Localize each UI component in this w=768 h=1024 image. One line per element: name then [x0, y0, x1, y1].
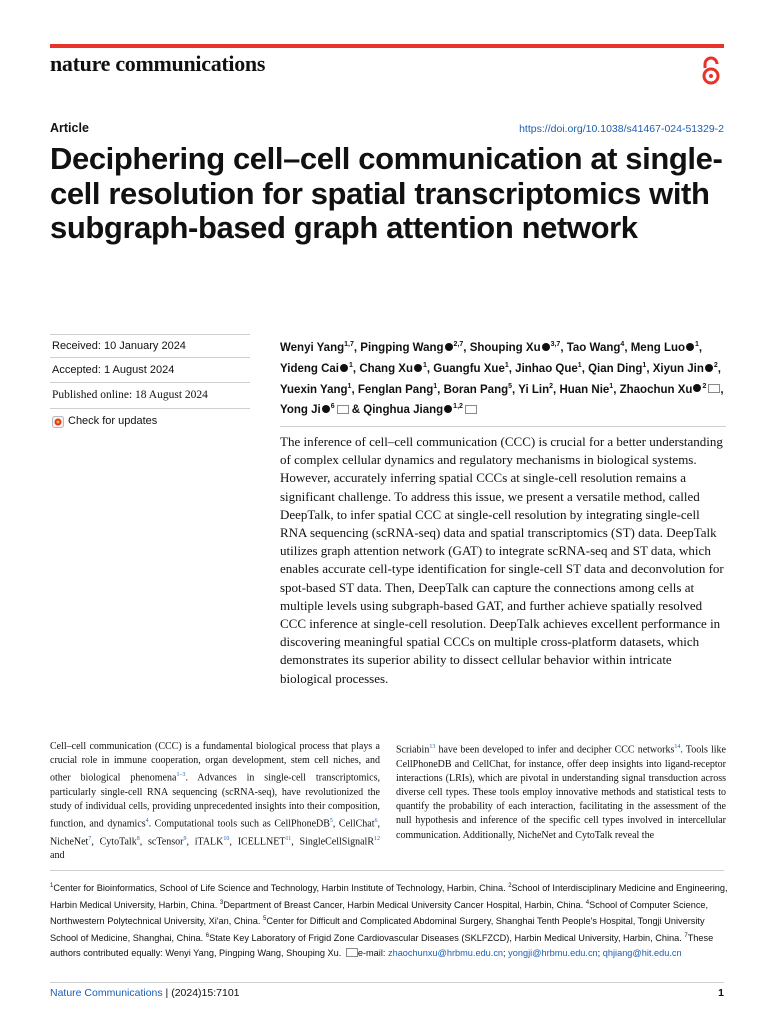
page-number: 1	[718, 987, 724, 999]
author-affiliation-ref: 1	[349, 361, 353, 369]
mail-icon[interactable]	[708, 384, 720, 393]
citation-ref[interactable]: 9	[183, 835, 187, 842]
accepted-date: Accepted: 1 August 2024	[52, 364, 175, 376]
author-name[interactable]: Chang Xu	[359, 362, 413, 375]
author-affiliation-ref: 1	[609, 382, 614, 390]
orcid-icon[interactable]	[693, 384, 701, 392]
author-affiliation-ref: 1	[642, 361, 647, 369]
article-type-label: Article	[50, 121, 89, 135]
affiliation-number: 6	[205, 932, 210, 939]
affiliation-text: Center for Bioinformatics, School of Life Science and Technology, Harbin Institute of Technology, Harbin, China.	[53, 883, 509, 894]
orcid-icon[interactable]	[414, 364, 422, 372]
citation-ref[interactable]: 7	[88, 835, 92, 842]
orcid-icon[interactable]	[445, 343, 453, 351]
open-access-icon[interactable]	[700, 56, 722, 86]
author-name[interactable]: Yideng Cai	[280, 362, 339, 375]
author-affiliation-ref: 1	[695, 341, 699, 348]
mail-icon[interactable]	[337, 405, 349, 414]
mail-icon	[346, 948, 358, 957]
author-name[interactable]: Xiyun Jin	[652, 362, 704, 375]
mail-icon[interactable]	[465, 405, 477, 414]
author-name[interactable]: Zhaochun Xu	[619, 383, 693, 396]
email-label: e-mail:	[357, 947, 388, 958]
abstract: The inference of cell–cell communication (CCC) is crucial for a better understanding of complex cellular dynamics and regulatory mechanisms in biological systems. However, accurately inferring spatial CCCs at single-cell resolution remains a significant challenge. To address this issue, we present a versatile method, called DeepTalk, to infer spatial CCC at single-cell resolution by integrating single-cell RNA sequencing (scRNA-seq) data and spatial transcriptomics (ST) data. DeepTalk utilizes graph attention network (GAT) to integrate scRNA-seq and ST data, which enables accurate cell-type identification for single-cell ST data and deconvolution for spot-based ST data. Then, DeepTalk can capture the connections among cells at multiple levels using subgraph-based GAT, and further achieve spatially resolved CCC inference at single-cell resolution. DeepTalk achieves excellent performance in discovering meaningful spatial CCCs on multiple cross-platform datasets, which demonstrates its superior ability to dissect cellular behavior within intricate biological processes.	[280, 434, 724, 686]
citation-ref[interactable]: 4	[145, 818, 149, 825]
author-affiliation-ref: 2	[713, 361, 718, 369]
article-title: Deciphering cell–cell communication at single-cell resolution for spatial transcriptomics with subgraph-based graph attention network	[50, 141, 723, 245]
citation-ref[interactable]: 12	[374, 835, 381, 842]
abstract-divider	[280, 426, 726, 427]
author-name[interactable]: Yi Lin	[518, 383, 550, 396]
footer-divider	[50, 982, 724, 983]
author-affiliation-ref: 1,7	[344, 341, 354, 348]
email-link[interactable]: yongji@hrbmu.edu.cn	[508, 947, 598, 958]
author-affiliation-ref: 2	[702, 382, 707, 390]
affiliation-text: Center for Difficult and Complicated Abdominal Surgery, Shanghai Tenth People's Hospital, Tongji University School of Medicine, Shanghai, China.	[50, 916, 705, 944]
author-affiliation-ref: 3,7	[550, 341, 561, 348]
author-name[interactable]: Jinhao Que	[515, 362, 578, 375]
received-date: Received: 10 January 2024	[52, 340, 186, 352]
author-name[interactable]: Yuexin Yang	[280, 383, 348, 396]
author-affiliation-ref: 1	[433, 382, 438, 390]
citation-ref[interactable]: 5	[329, 818, 333, 825]
orcid-icon[interactable]	[686, 343, 694, 351]
affiliation-text: School of Interdisciplinary Medicine and Engineering, Harbin Medical University, Harbin, China.	[50, 883, 728, 910]
author-name[interactable]: Yong Ji	[280, 404, 321, 417]
author-name[interactable]: Wenyi Yang	[280, 341, 345, 354]
affiliation-text: School of Computer Science, Northwestern Polytechnical University, Xi'an, China.	[50, 899, 709, 927]
check-updates-icon[interactable]	[52, 416, 64, 428]
citation-ref[interactable]: 8	[136, 835, 140, 842]
footer-volume: | (2024)15:7101	[162, 987, 240, 999]
citation-ref[interactable]: 6	[374, 818, 378, 825]
author-affiliation-ref: 5	[508, 382, 513, 390]
author-affiliation-ref: 6	[330, 403, 335, 411]
author-affiliation-ref: 1	[422, 361, 427, 369]
meta-divider	[50, 408, 250, 409]
author-name[interactable]: Qinghua Jiang	[363, 404, 444, 417]
footnote-divider	[50, 870, 724, 871]
author-affiliation-ref: 1	[347, 382, 352, 390]
affiliation-number: 7	[684, 932, 688, 939]
meta-divider	[50, 382, 250, 383]
citation-ref[interactable]: 14	[674, 744, 681, 750]
affiliation-number: 5	[263, 916, 267, 923]
author-name[interactable]: Tao Wang	[566, 341, 621, 354]
header-accent-bar	[50, 44, 724, 48]
footer-citation	[50, 987, 240, 999]
author-name[interactable]: Pingping Wang	[360, 341, 444, 354]
citation-ref[interactable]: 10	[223, 835, 230, 842]
author-affiliation-ref: 4	[620, 341, 625, 348]
doi-link[interactable]: https://doi.org/10.1038/s41467-024-51329-2	[519, 123, 724, 135]
affiliation-text: State Key Laboratory of Frigid Zone Cardiovascular Diseases (SKLFZCD), Harbin Medical University, Harbin, China.	[209, 933, 685, 944]
orcid-icon[interactable]	[340, 364, 348, 372]
body-column-right: Scriabin$^{13}$ have been developed to infer and decipher CCC networks$^{14}$. Tools like CellPhoneDB and CellChat, for instance, offer deep insights into ligand-receptor interactions (LRIs), which are pivotal in understanding signal transduction across diverse cell types. These tools employ innovative methods and statistical tests to quantify the probability of each interaction, facilitating in the assessment of the null hypothesis and inference of the specific cell types involved in intercellular communication. Additionally, NicheNet and CytoTalk reveal the	[396, 744, 726, 841]
orcid-icon[interactable]	[705, 364, 713, 372]
author-name[interactable]: Guangfu Xue	[433, 362, 505, 375]
footer-journal-name[interactable]: Nature Communications	[50, 987, 163, 999]
author-name[interactable]: Fenglan Pang	[357, 383, 434, 396]
orcid-icon[interactable]	[542, 343, 550, 351]
author-affiliation-ref: 1	[504, 361, 509, 369]
affiliation-text: Department of Breast Cancer, Harbin Medical University Cancer Hospital, Harbin, China.	[223, 899, 586, 910]
orcid-icon[interactable]	[322, 405, 330, 413]
author-affiliation-ref: 1,2	[453, 403, 463, 411]
meta-divider	[50, 334, 250, 335]
affiliation-number: 4	[585, 899, 590, 906]
author-name[interactable]: Meng Luo	[630, 341, 686, 354]
affiliation-number: 2	[508, 883, 512, 889]
author-list: Wenyi Yang$^{1,7}$, Pingping Wang $^{2,7}$, Shouping Xu $^{3,7}$, Tao Wang$^4$, Meng Luo $^1$, Yideng Cai $^1$, Chang Xu $^1$, Guangfu Xue$^1$, Jinhao Que$^1$, Qian Ding$^1$, Xiyun Jin $^2$, Yuexin Yang$^1$, Fenglan Pang$^1$, Boran Pang$^5$, Yi Lin$^2$, Huan Nie$^1$, Zhaochun Xu $^2$ , Yong Ji $^6$ & Qinghua Jiang $^{1,2}$	[280, 341, 724, 417]
author-affiliation-ref: 2	[549, 382, 554, 390]
author-name[interactable]: Qian Ding	[588, 362, 643, 375]
citation-ref[interactable]: 11	[285, 835, 292, 842]
meta-divider	[50, 357, 250, 358]
check-for-updates-link[interactable]: Check for updates	[68, 415, 158, 427]
orcid-icon[interactable]	[444, 405, 452, 413]
email-link[interactable]: qhjiang@hit.edu.cn	[602, 947, 682, 958]
journal-name: nature communications	[50, 51, 266, 76]
affiliations: $^1$Center for Bioinformatics, School of Life Science and Technology, Harbin Institute of Technology, Harbin, China. $^2$School of Interdisciplinary Medicine and Engineering, Harbin Medical University, Harbin, China. $^3$Department of Breast Cancer, Harbin Medical University Cancer Hospital, Harbin, China. $^4$School of Computer Science, Northwestern Polytechnical University, Xi'an, China. $^5$Center for Difficult and Complicated Abdominal Surgery, Shanghai Tenth People's Hospital, Tongji University School of Medicine, Shanghai, China. $^6$State Key Laboratory of Frigid Zone Cardiovascular Diseases (SKLFZCD), Harbin Medical University, Harbin, China. $^7$These authors contributed equally: Wenyi Yang, Pingping Wang, Shouping Xu. e-mail: zhaochunxu@hrbmu.edu.cn; yongji@hrbmu.edu.cn; qhjiang@hit.edu.cn	[50, 883, 728, 958]
author-name[interactable]: Huan Nie	[559, 383, 610, 396]
author-name[interactable]: Boran Pang	[443, 383, 509, 396]
citation-ref[interactable]: 1–3	[176, 772, 186, 779]
email-link[interactable]: zhaochunxu@hrbmu.edu.cn	[387, 947, 504, 958]
body-column-left: Cell–cell communication (CCC) is a fundamental biological process that plays a crucial role in immune cooperation, organ development, stem cell niches, and other biological phenomena$^{1-3}$. Advances in single-cell transcriptomics, particularly single-cell RNA sequencing (scRNA-seq), have revolutionized the study of individual cells, providing unprecedented insights into their composition, function, and dynamics$^4$. Computational tools such as CellPhoneDB$^5$, CellChat$^6$, NicheNet$^7$, CytoTalk$^8$, scTensor$^9$, iTALK$^{10}$, ICELLNET$^{11}$, SingleCellSignalR$^{12}$ and	[50, 741, 381, 862]
affiliation-number: 3	[219, 899, 224, 906]
author-affiliation-ref: 1	[577, 361, 582, 369]
affiliation-number: 1	[50, 883, 54, 889]
published-date: Published online: 18 August 2024	[52, 389, 208, 401]
author-affiliation-ref: 2,7	[453, 341, 464, 348]
author-name[interactable]: Shouping Xu	[469, 341, 541, 354]
citation-ref[interactable]: 13	[429, 744, 436, 750]
affiliation-text: These authors contributed equally: Wenyi Yang, Pingping Wang, Shouping Xu.	[50, 933, 714, 958]
